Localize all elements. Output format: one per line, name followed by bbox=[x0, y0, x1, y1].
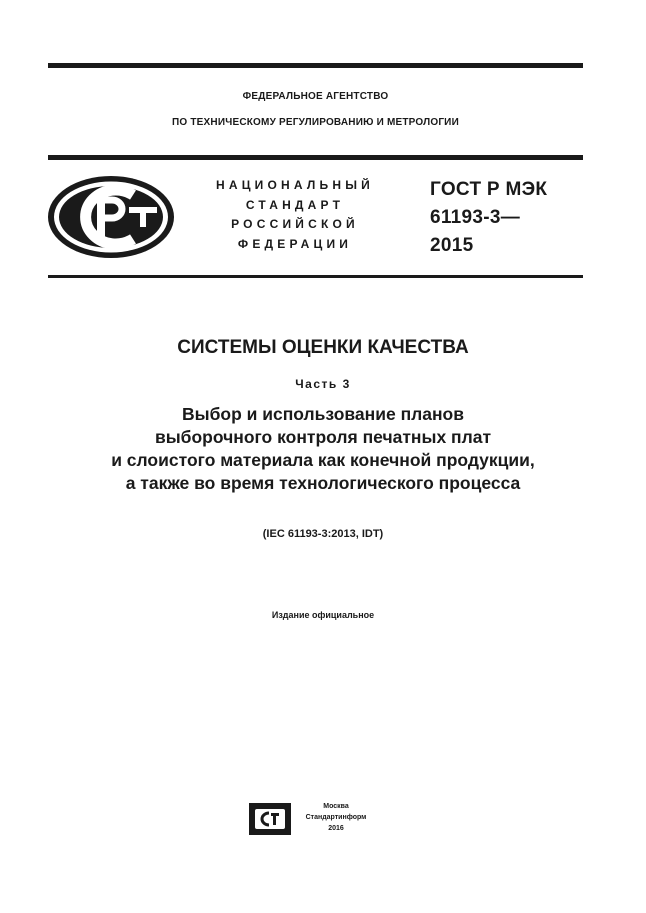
standard-type-line: ФЕДЕРАЦИИ bbox=[237, 236, 353, 251]
part-label: Часть 3 bbox=[295, 377, 351, 391]
subtitle-line: и слоистого материала как конечной продукции, bbox=[111, 450, 535, 470]
top-rule bbox=[48, 63, 583, 68]
publisher-info bbox=[296, 801, 376, 834]
subtitle-line: а также во время технологического процесса bbox=[125, 473, 521, 493]
standard-designation bbox=[430, 176, 590, 260]
main-title: СИСТЕМЫ ОЦЕНКИ КАЧЕСТВА bbox=[177, 337, 469, 358]
header-rule bbox=[48, 155, 583, 160]
publisher-name: Стандартинформ bbox=[305, 814, 367, 821]
agency-line-1: ФЕДЕРАЛЬНОЕ АГЕНТСТВО bbox=[242, 91, 389, 102]
subtitle-line: выборочного контроля печатных плат bbox=[154, 427, 492, 447]
publisher-city: Москва bbox=[323, 803, 349, 810]
subtitle-line: Выбор и использование планов bbox=[181, 404, 465, 424]
standard-type bbox=[195, 176, 395, 254]
logo-section-rule bbox=[48, 275, 583, 278]
designation-line-3: 2015 bbox=[430, 235, 474, 256]
standard-type-line: РОССИЙСКОЙ bbox=[231, 217, 359, 231]
designation-line-2: 61193-3— bbox=[430, 207, 521, 228]
standard-type-line: НАЦИОНАЛЬНЫЙ bbox=[215, 178, 375, 192]
designation-line-1: ГОСТ Р МЭК bbox=[430, 179, 548, 200]
gost-r-certification-mark-icon bbox=[45, 173, 177, 261]
iec-reference: (IEC 61193-3:2013, IDT) bbox=[262, 528, 384, 540]
publisher-year: 2016 bbox=[328, 825, 344, 832]
edition-label: Издание официальное bbox=[271, 610, 375, 620]
subtitle bbox=[40, 403, 606, 495]
standard-type-line: СТАНДАРТ bbox=[245, 197, 345, 212]
standartinform-logo-icon bbox=[249, 803, 291, 835]
agency-line-2: ПО ТЕХНИЧЕСКОМУ РЕГУЛИРОВАНИЮ И МЕТРОЛОГИИ bbox=[172, 117, 459, 128]
